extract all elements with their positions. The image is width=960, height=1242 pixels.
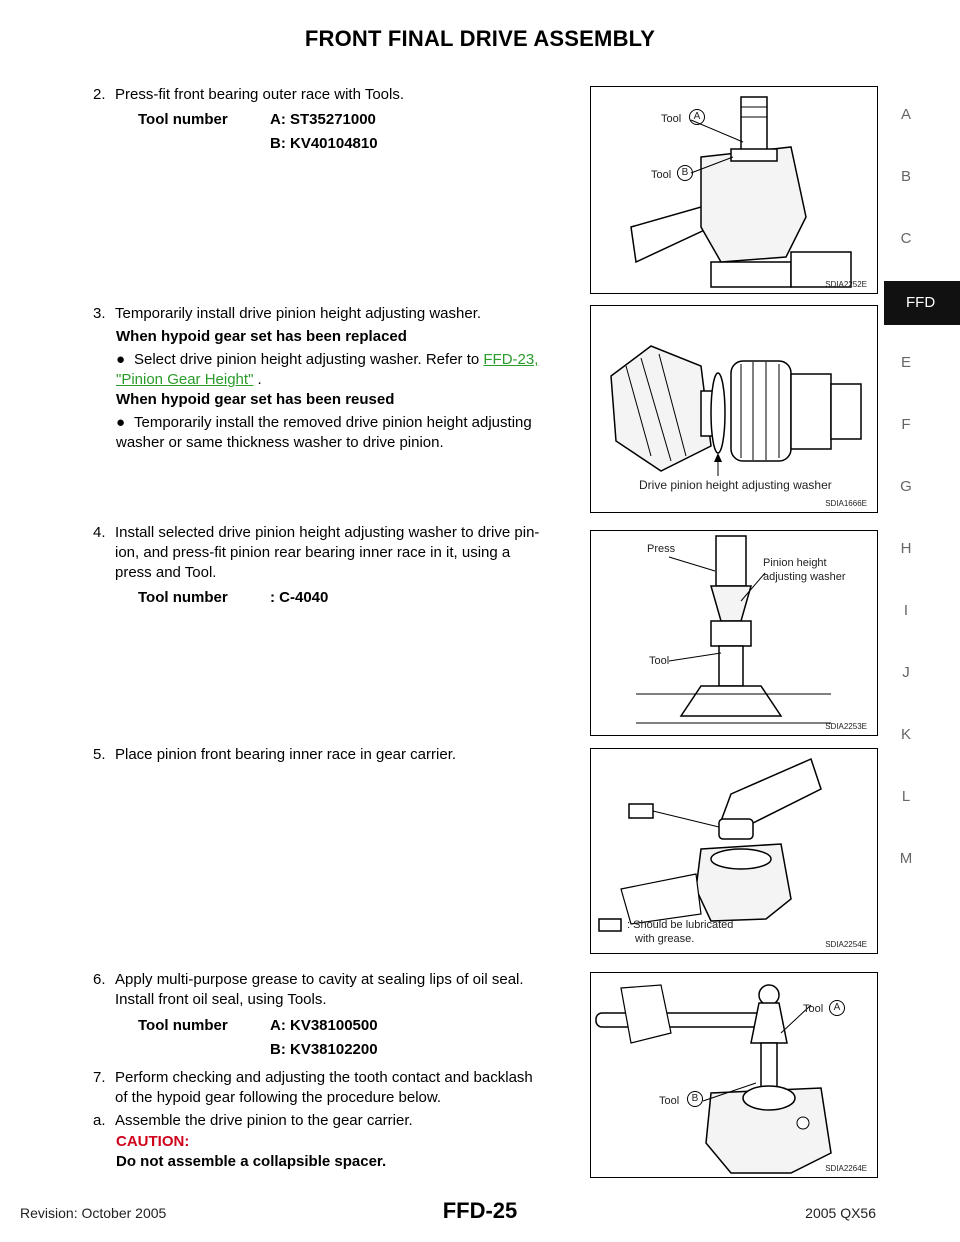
ffd-23-link[interactable]: FFD-23,: [483, 351, 539, 368]
figure-2-caption: Drive pinion height adjusting washer: [639, 478, 832, 492]
figure-3-code: SDIA2253E: [825, 722, 867, 731]
figure-1-tool-a-label: Tool: [661, 113, 682, 125]
index-letter-k[interactable]: K: [900, 726, 911, 743]
figure-drive-pinion-washer: [590, 305, 878, 513]
step-2-tool-a: A: ST35271000: [270, 111, 376, 128]
figure-press-fit-rear-bearing: [590, 530, 878, 736]
bullet-icon: ●: [116, 414, 126, 431]
figure-4-legend-2: with grease.: [635, 933, 695, 945]
figure-1-letter-b: B: [677, 165, 693, 181]
figure-front-oil-seal: [590, 972, 878, 1178]
figure-1-drawing: [591, 87, 877, 293]
index-letter-g[interactable]: G: [900, 478, 912, 495]
index-letter-c[interactable]: C: [900, 230, 912, 247]
figure-5-code: SDIA2264E: [825, 1164, 867, 1173]
step-6-tool-b: B: KV38102200: [270, 1041, 378, 1058]
figure-5-letter-b: B: [687, 1091, 703, 1107]
step-6-tool-label: Tool number: [138, 1017, 228, 1034]
step-4-tool-value: : C-4040: [270, 589, 329, 606]
step-7: 7. Perform checking and adjusting the tooth contact and backlash of the hypoid gear following the procedure below.: [93, 1069, 533, 1106]
figure-3-tool-label: Tool: [649, 655, 670, 667]
pinion-gear-height-link[interactable]: "Pinion Gear Height": [116, 371, 254, 388]
figure-2-code: SDIA1666E: [825, 499, 867, 508]
figure-4-legend-1: : Should be lubricated: [627, 919, 734, 931]
caution-text: Do not assemble a collapsible spacer.: [116, 1153, 387, 1170]
index-letter-e[interactable]: E: [900, 354, 911, 371]
index-letter-i[interactable]: I: [903, 602, 909, 619]
figure-1-tool-b-label: Tool: [651, 169, 672, 181]
figure-3-drawing: [591, 531, 877, 735]
step-4: 4. Install selected drive pinion height adjusting washer to drive pin- ion, and press-fit pinion rear bearing inner race in it, using a press and Tool.: [93, 524, 540, 581]
figure-4-code: SDIA2254E: [825, 940, 867, 949]
figure-3-washer-label-1: Pinion height: [763, 557, 827, 569]
page-title: FRONT FINAL DRIVE ASSEMBLY: [304, 26, 656, 51]
figure-3-press-label: Press: [647, 543, 676, 555]
step-3-bullet-1: ● Select drive pinion height adjusting washer. Refer to FFD-23, "Pinion Gear Height" .: [116, 351, 539, 388]
index-letter-h[interactable]: H: [900, 540, 912, 557]
step-5: 5. Place pinion front bearing inner race in gear carrier.: [93, 746, 457, 763]
figure-5-tool-b-label: Tool: [659, 1095, 680, 1107]
index-letter-l[interactable]: L: [901, 788, 911, 805]
step-2-tool-label: Tool number: [138, 111, 228, 128]
figure-5-tool-a-label: Tool: [803, 1003, 824, 1015]
index-letter-a[interactable]: A: [900, 106, 911, 123]
index-letter-b[interactable]: B: [900, 168, 911, 185]
step-3: 3. Temporarily install drive pinion height adjusting washer.: [93, 305, 482, 322]
step-2-tool-b: B: KV40104810: [270, 135, 378, 152]
step-3-bullet-2: ● Temporarily install the removed drive pinion height adjusting washer or same thickness washer to drive pinion.: [116, 414, 532, 451]
footer-page-number: FFD-25: [442, 1198, 518, 1223]
step-3-case-replaced: When hypoid gear set has been replaced: [116, 328, 407, 345]
figure-front-bearing-inner-race: [590, 748, 878, 954]
index-letter-j[interactable]: J: [902, 664, 910, 681]
step-6: 6. Apply multi-purpose grease to cavity at sealing lips of oil seal. Install front oil seal, using Tools.: [93, 971, 524, 1008]
step-6-tool-a: A: KV38100500: [270, 1017, 378, 1034]
step-4-tool-label: Tool number: [138, 589, 228, 606]
figure-5-letter-a: A: [829, 1000, 845, 1016]
caution-title: CAUTION:: [116, 1133, 190, 1150]
figure-3-washer-label-2: adjusting washer: [763, 571, 846, 583]
figure-1-code: SDIA2252E: [825, 280, 867, 289]
index-letter-f[interactable]: F: [901, 416, 911, 433]
index-tab-ffd-active[interactable]: FFD: [884, 281, 960, 325]
bullet-icon: ●: [116, 351, 126, 368]
footer-model: 2005 QX56: [805, 1205, 876, 1221]
step-3-case-reused: When hypoid gear set has been reused: [116, 391, 395, 408]
step-7a: a. Assemble the drive pinion to the gear carrier.: [93, 1112, 413, 1129]
index-letter-m[interactable]: M: [899, 850, 913, 867]
figure-1-letter-a: A: [689, 109, 705, 125]
step-2: 2. Press-fit front bearing outer race with Tools.: [93, 86, 405, 103]
footer-revision: Revision: October 2005: [20, 1205, 167, 1221]
figure-front-bearing-outer-race: [590, 86, 878, 294]
